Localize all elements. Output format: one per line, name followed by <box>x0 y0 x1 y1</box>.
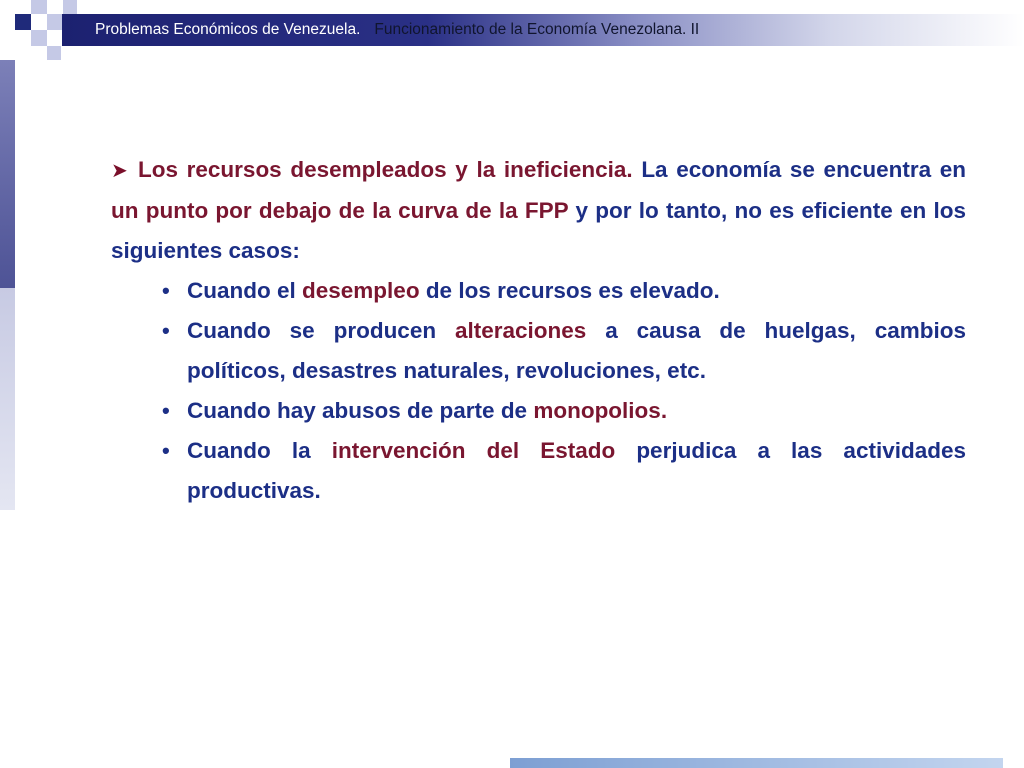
dot-bullet-icon: • <box>162 398 170 423</box>
dot-bullet-icon: • <box>162 318 170 343</box>
list-item <box>111 431 966 511</box>
bullet-text: de los recursos es elevado. <box>419 278 720 303</box>
header-title: Problemas Económicos de Venezuela. <box>95 21 361 38</box>
left-accent-bar <box>0 60 15 288</box>
deco-square <box>15 14 31 30</box>
slide-content <box>111 150 966 511</box>
lead-highlight: un punto por debajo de la curva de la FPP <box>111 198 569 223</box>
bullet-text: Cuando se producen <box>187 318 455 343</box>
bullet-list <box>111 271 966 511</box>
bullet-text: perjudica a las actividades productivas. <box>187 438 966 503</box>
deco-square <box>47 46 61 60</box>
deco-square <box>47 14 63 30</box>
deco-square <box>31 0 47 14</box>
bullet-highlight: intervención del Estado <box>331 438 616 463</box>
slide-header <box>62 14 1024 46</box>
list-item <box>111 391 966 431</box>
bullet-highlight: monopolios. <box>533 398 668 423</box>
bullet-text: Cuando la <box>187 438 332 463</box>
deco-square <box>63 0 77 14</box>
left-accent-bar-light <box>0 288 15 510</box>
header-subtitle: Funcionamiento de la Economía Venezolana. II <box>374 21 700 38</box>
bullet-text: a causa de huelgas, cambios políticos, desastres naturales, revoluciones, etc. <box>187 318 966 383</box>
lead-text-end: y por lo tanto, no es eficiente en los siguientes casos: <box>111 198 966 263</box>
dot-bullet-icon: • <box>162 278 170 303</box>
lead-text: La economía se encuentra en <box>632 157 966 182</box>
bullet-highlight: alteraciones <box>455 318 587 343</box>
dot-bullet-icon: • <box>162 438 170 463</box>
bullet-highlight: desempleo <box>302 278 420 303</box>
list-item <box>111 271 966 311</box>
bullet-text: Cuando el <box>187 278 303 303</box>
footer-accent-bar <box>510 758 1003 768</box>
bullet-text: Cuando hay abusos de parte de <box>187 398 534 423</box>
lead-paragraph <box>111 150 966 271</box>
deco-square <box>31 30 47 46</box>
list-item <box>111 311 966 391</box>
lead-heading: Los recursos desempleados y la ineficiencia. <box>138 157 633 182</box>
arrow-bullet-icon: ➤ <box>111 160 128 182</box>
